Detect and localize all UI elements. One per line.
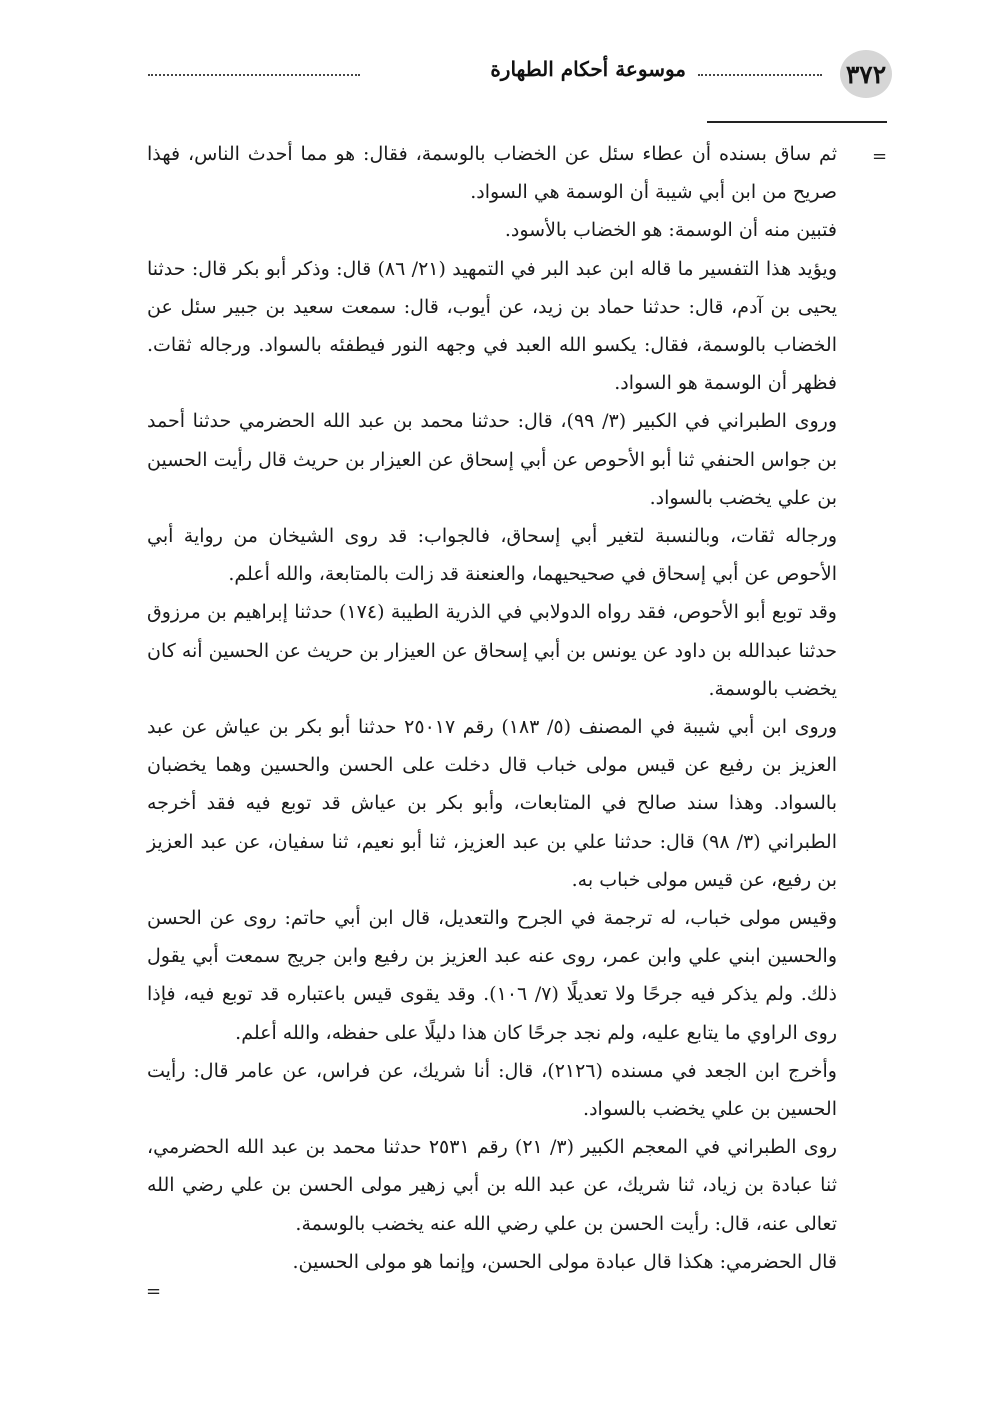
paragraph: فتبين منه أن الوسمة: هو الخضاب بالأسود. [504,219,837,242]
paragraph: وأخرج ابن الجعد في مسنده (٢١٢٦)، قال: أنا شريك، عن فراس، عن عامر قال: رأيت الحسين بن علي يخضب بالسواد. [147,1059,837,1121]
paragraph: وروى ابن أبي شيبة في المصنف (٥/ ١٨٣) رقم ٢٥٠١٧ حدثنا أبو بكر بن عياش عن عبد العزيز بن رفيع عن قيس مولى خباب قال دخلت على الحسن والحسين وهما يخضبان بالسواد. وهذا سند صالح في المتابعات، وأبو بكر بن عياش قد توبع فيه فقد أخرجه الطبراني (٣/ ٩٨) قال: حدثنا علي بن عبد العزيز، ثنا أبو نعيم، ثنا سفيان، عن عبد العزيز بن رفيع، عن قيس مولى خباب به. [147,716,837,891]
paragraph: روى الطبراني في المعجم الكبير (٣/ ٢١) رقم ٢٥٣١ حدثنا محمد بن عبد الله الحضرمي، ثنا عبادة بن زياد، ثنا شريك، عن عبد الله بن أبي زهير مولى الحسن بن علي رضي الله تعالى عنه، قال: رأيت الحسن بن علي رضي الله عنه يخضب بالوسمة. [147,1136,837,1235]
paragraph: ويؤيد هذا التفسير ما قاله ابن عبد البر في التمهيد (٢١/ ٨٦) قال: وذكر أبو بكر قال: حدثنا يحيى بن آدم، قال: حدثنا حماد بن زيد، عن أيوب، قال: سمعت سعيد بن جبير سئل عن الخضاب بالوسمة، فقال: يكسو الله العبد في وجهه النور فيطفئه بالسواد. ورجاله ثقات. فظهر أن الوسمة هو السواد. [147,257,837,395]
running-title: موسوعة أحكام الطهارة [490,57,686,81]
continuation-mark-bottom: = [146,1281,162,1302]
continuation-mark-top: = [872,146,888,167]
paragraph: قال الحضرمي: هكذا قال عبادة مولى الحسن، وإنما هو مولى الحسين. [292,1250,837,1273]
page-number-badge: ٣٧٢ [840,50,892,98]
header-dotted-leader-left [148,74,360,76]
paragraph: وقد توبع أبو الأحوص، فقد رواه الدولابي في الذرية الطيبة (١٧٤) حدثنا إبراهيم بن مرزوق حدثنا عبدالله بن داود عن يونس بن أبي إسحاق عن العيزار بن حريث عن الحسين أنه كان يخضب بالوسمة. [147,601,837,700]
paragraph: ورجاله ثقات، وبالنسبة لتغير أبي إسحاق، فالجواب: قد روى الشيخان من رواية أبي الأحوص عن أبي إسحاق في صحيحيهما، والعنعنة قد زالت بالمتابعة، والله أعلم. [147,525,837,586]
page-header [140,50,892,98]
footnote-separator-rule [707,121,887,123]
paragraph: ثم ساق بسنده أن عطاء سئل عن الخضاب بالوسمة، فقال: هو مما أحدث الناس، فهذا صريح من ابن أبي شيبة أن الوسمة هي السواد. [147,143,837,204]
header-dotted-leader-right [698,74,822,76]
paragraph: وقيس مولى خباب، له ترجمة في الجرح والتعديل، قال ابن أبي حاتم: روى عن الحسن والحسين ابني علي وابن عمر، روى عنه عبد العزيز بن رفيع وابن جريج سمعت أبي يقول ذلك. ولم يذكر فيه جرحًا ولا تعديلًا (٧/ ١٠٦). وقد يقوى قيس باعتباره قد توبع فيه، فإذا روى الراوي ما يتابع عليه، ولم نجد جرحًا كان هذا دليلًا على حفظه، والله أعلم. [147,907,837,1044]
paragraph: وروى الطبراني في الكبير (٣/ ٩٩)، قال: حدثنا محمد بن عبد الله الحضرمي حدثنا أحمد بن جواس الحنفي ثنا أبو الأحوص عن أبي إسحاق عن العيزار بن حريث قال رأيت الحسين بن علي يخضب بالسواد. [147,410,838,509]
footnote-body [147,135,837,1281]
